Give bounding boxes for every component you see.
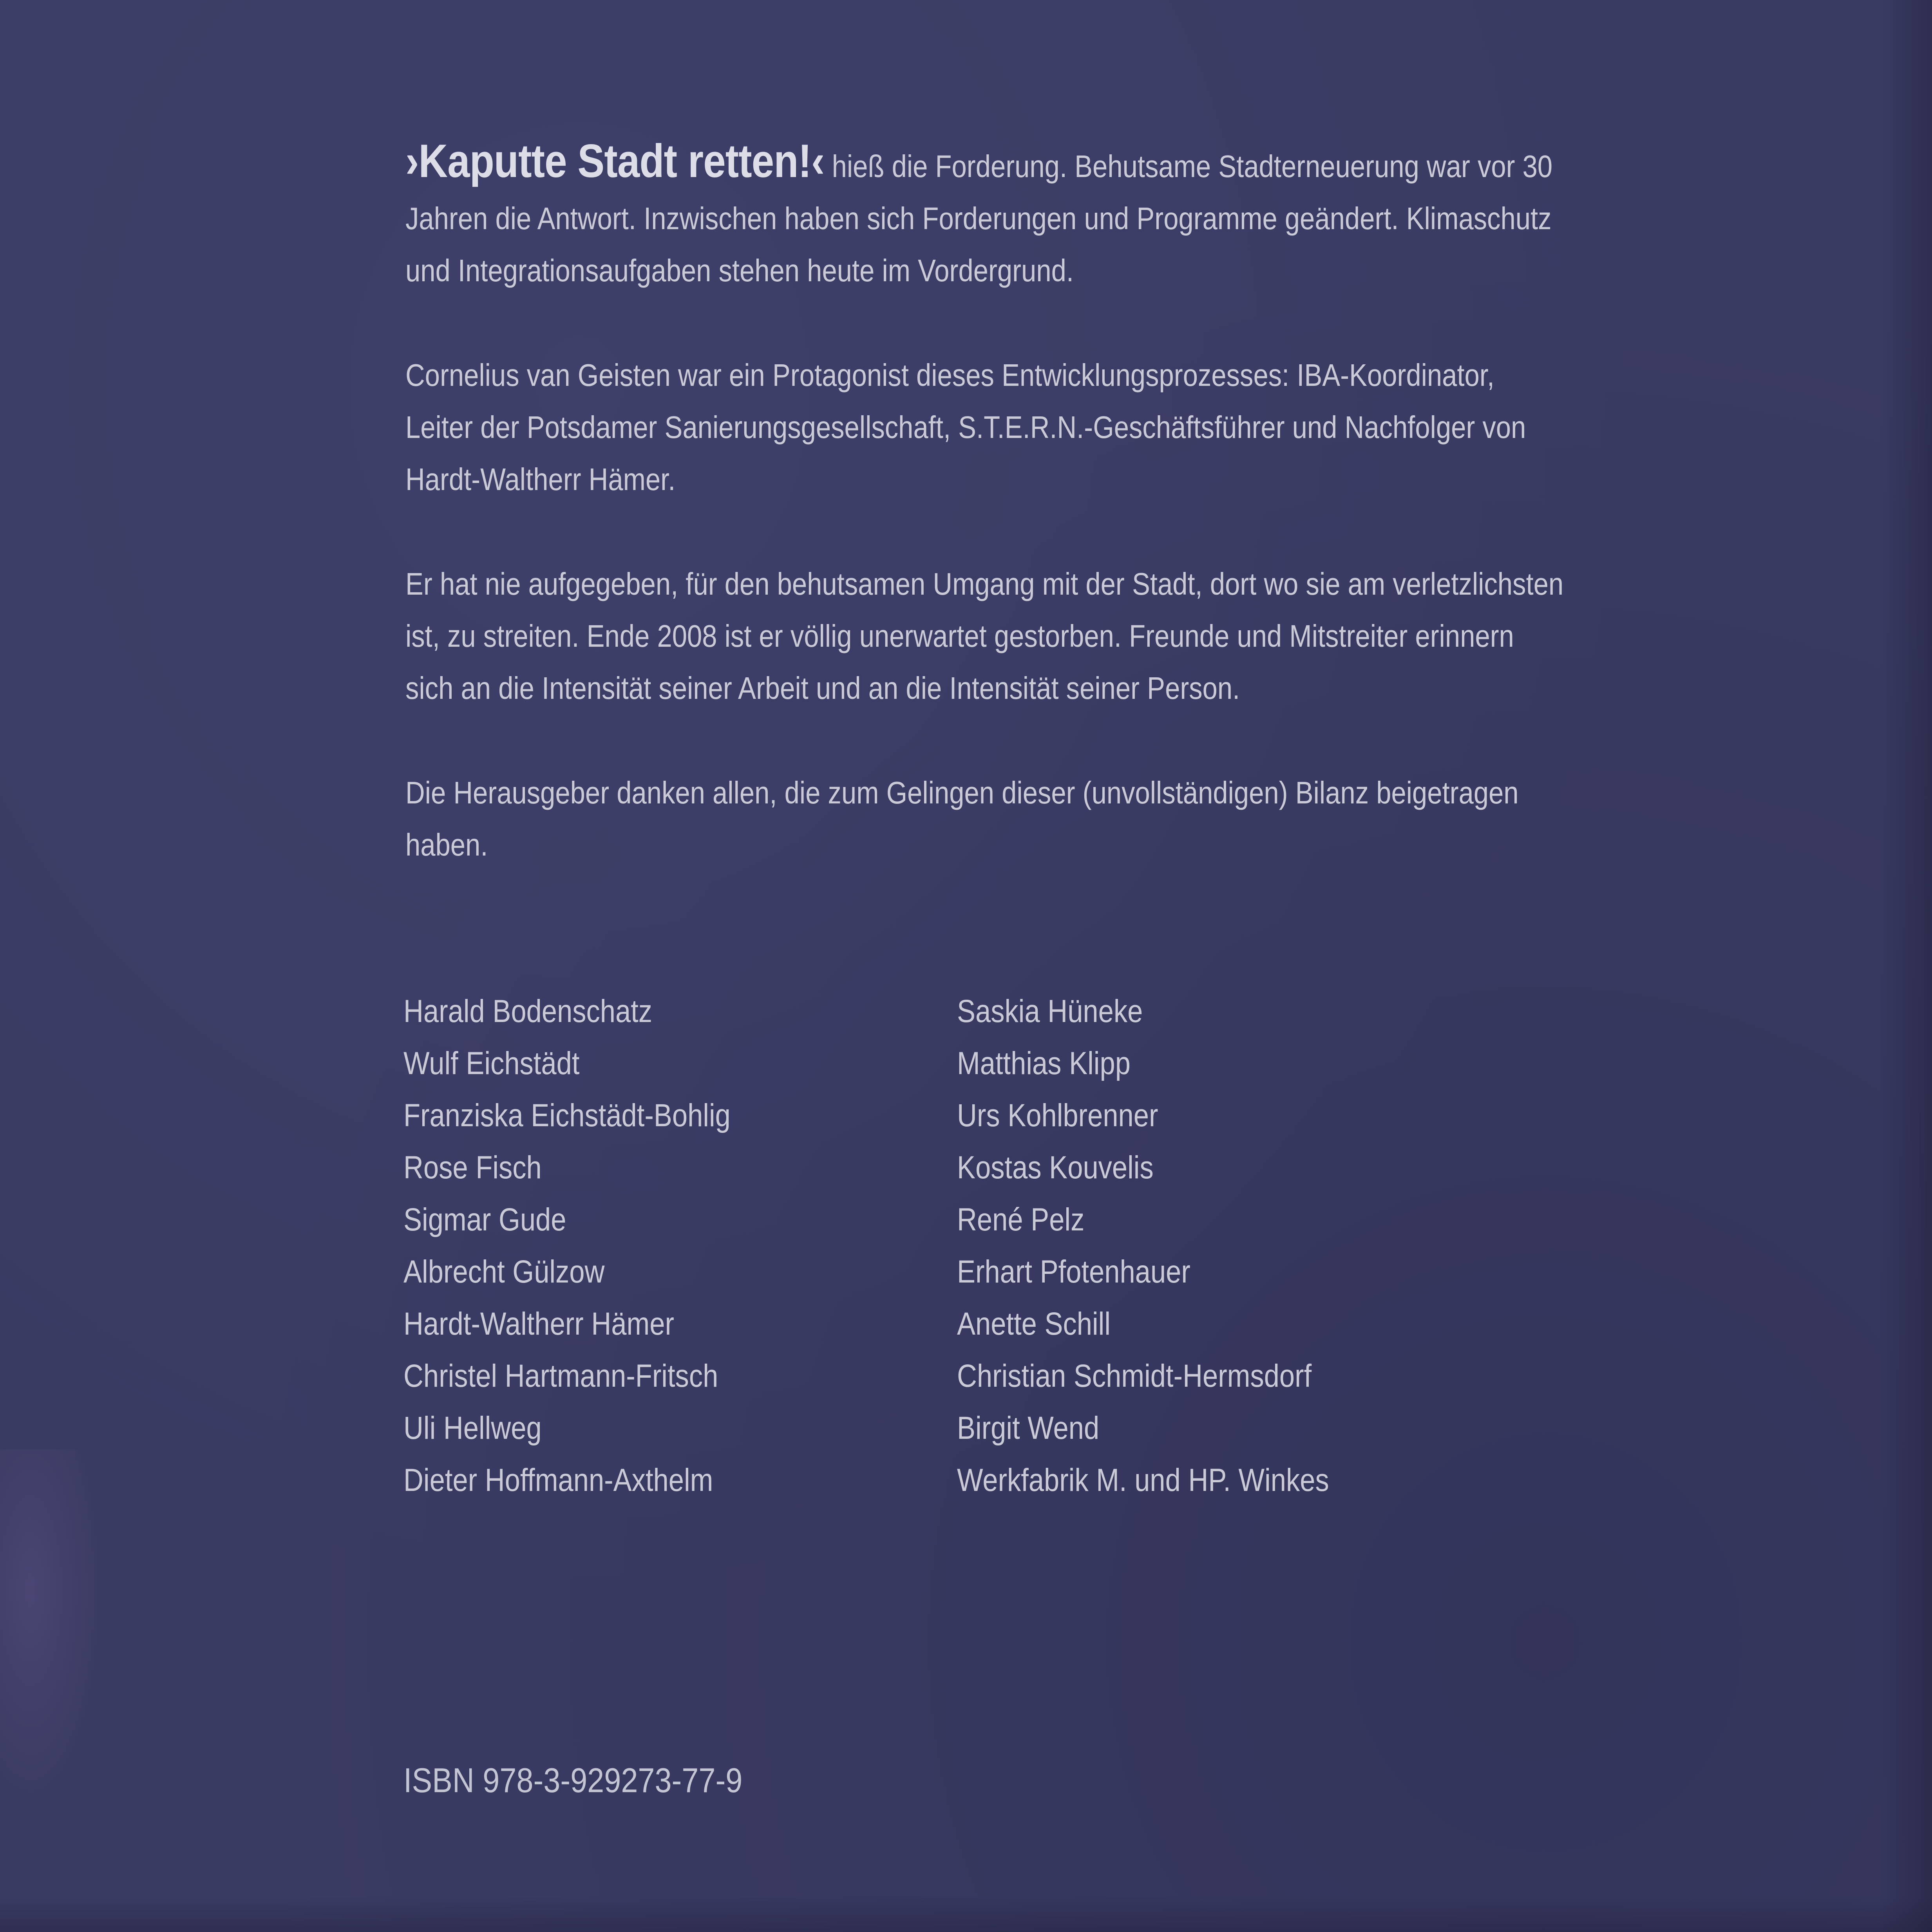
contributor-name: Christel Hartmann-Fritsch [403, 1358, 718, 1394]
isbn-number: ISBN 978-3-929273-77-9 [403, 1761, 743, 1800]
contributor-name: René Pelz [957, 1202, 1085, 1237]
contributor-name: Sigmar Gude [403, 1202, 566, 1237]
blurb-paragraph-4: Die Herausgeber danken allen, die zum Gelingen dieser (unvollständigen) Bilanz beigetragen haben. [405, 775, 1519, 862]
contributors-column-left [403, 985, 731, 1506]
contributor-name: Dieter Hoffmann-Axthelm [403, 1462, 713, 1498]
contributor-name: Hardt-Waltherr Hämer [403, 1306, 674, 1342]
cover-smudge [0, 1449, 102, 1802]
blurb-paragraph-3: Er hat nie aufgegeben, für den behutsamen Umgang mit der Stadt, dort wo sie am verletzlichsten ist, zu streiten. Ende 2008 ist er völlig unerwartet gestorben. Freunde und Mitstreiter erinnern sich an die Intensität seiner Arbeit und an die Intensität seiner Person. [405, 566, 1564, 706]
blurb-paragraph-1 [405, 135, 1568, 297]
blurb-paragraph-1-text: hieß die Forderung. Behutsame Stadterneuerung war vor 30 Jahren die Antwort. Inzwischen haben sich Forderungen und Programme geändert. Klimaschutz und Integrationsaufgaben stehen heute im Vordergrund. [405, 149, 1553, 288]
contributor-name: Rose Fisch [403, 1150, 542, 1185]
contributor-name: Erhart Pfotenhauer [957, 1254, 1190, 1290]
contributor-name: Saskia Hüneke [957, 993, 1143, 1029]
contributor-name: Franziska Eichstädt-Bohlig [403, 1098, 731, 1133]
contributor-name: Matthias Klipp [957, 1046, 1131, 1081]
contributor-name: Albrecht Gülzow [403, 1254, 605, 1290]
contributor-name: Urs Kohlbrenner [957, 1098, 1158, 1133]
blurb-lead-quote: ›Kaputte Stadt retten!‹ [405, 135, 825, 187]
blurb-text [405, 135, 1568, 923]
contributor-name: Birgit Wend [957, 1410, 1100, 1446]
contributor-name: Harald Bodenschatz [403, 993, 653, 1029]
contributor-name: Anette Schill [957, 1306, 1111, 1342]
blurb-paragraph-2: Cornelius van Geisten war ein Protagonist dieses Entwicklungsprozesses: IBA-Koordinator, Leiter der Potsdamer Sanierungsgesellschaft, S.T.E.R.N.-Geschäftsführer und Nachfolger von Hardt-Waltherr Hämer. [405, 358, 1526, 497]
contributor-name: Uli Hellweg [403, 1410, 542, 1446]
contributor-name: Christian Schmidt-Hermsdorf [957, 1358, 1312, 1394]
contributor-name: Werkfabrik M. und HP. Winkes [957, 1462, 1329, 1498]
contributor-name: Wulf Eichstädt [403, 1046, 580, 1081]
cover-bottom-edge [0, 1897, 1932, 1932]
contributor-name: Kostas Kouvelis [957, 1150, 1154, 1185]
contributors-column-right [957, 985, 1329, 1506]
cover-right-edge [1881, 0, 1932, 1932]
